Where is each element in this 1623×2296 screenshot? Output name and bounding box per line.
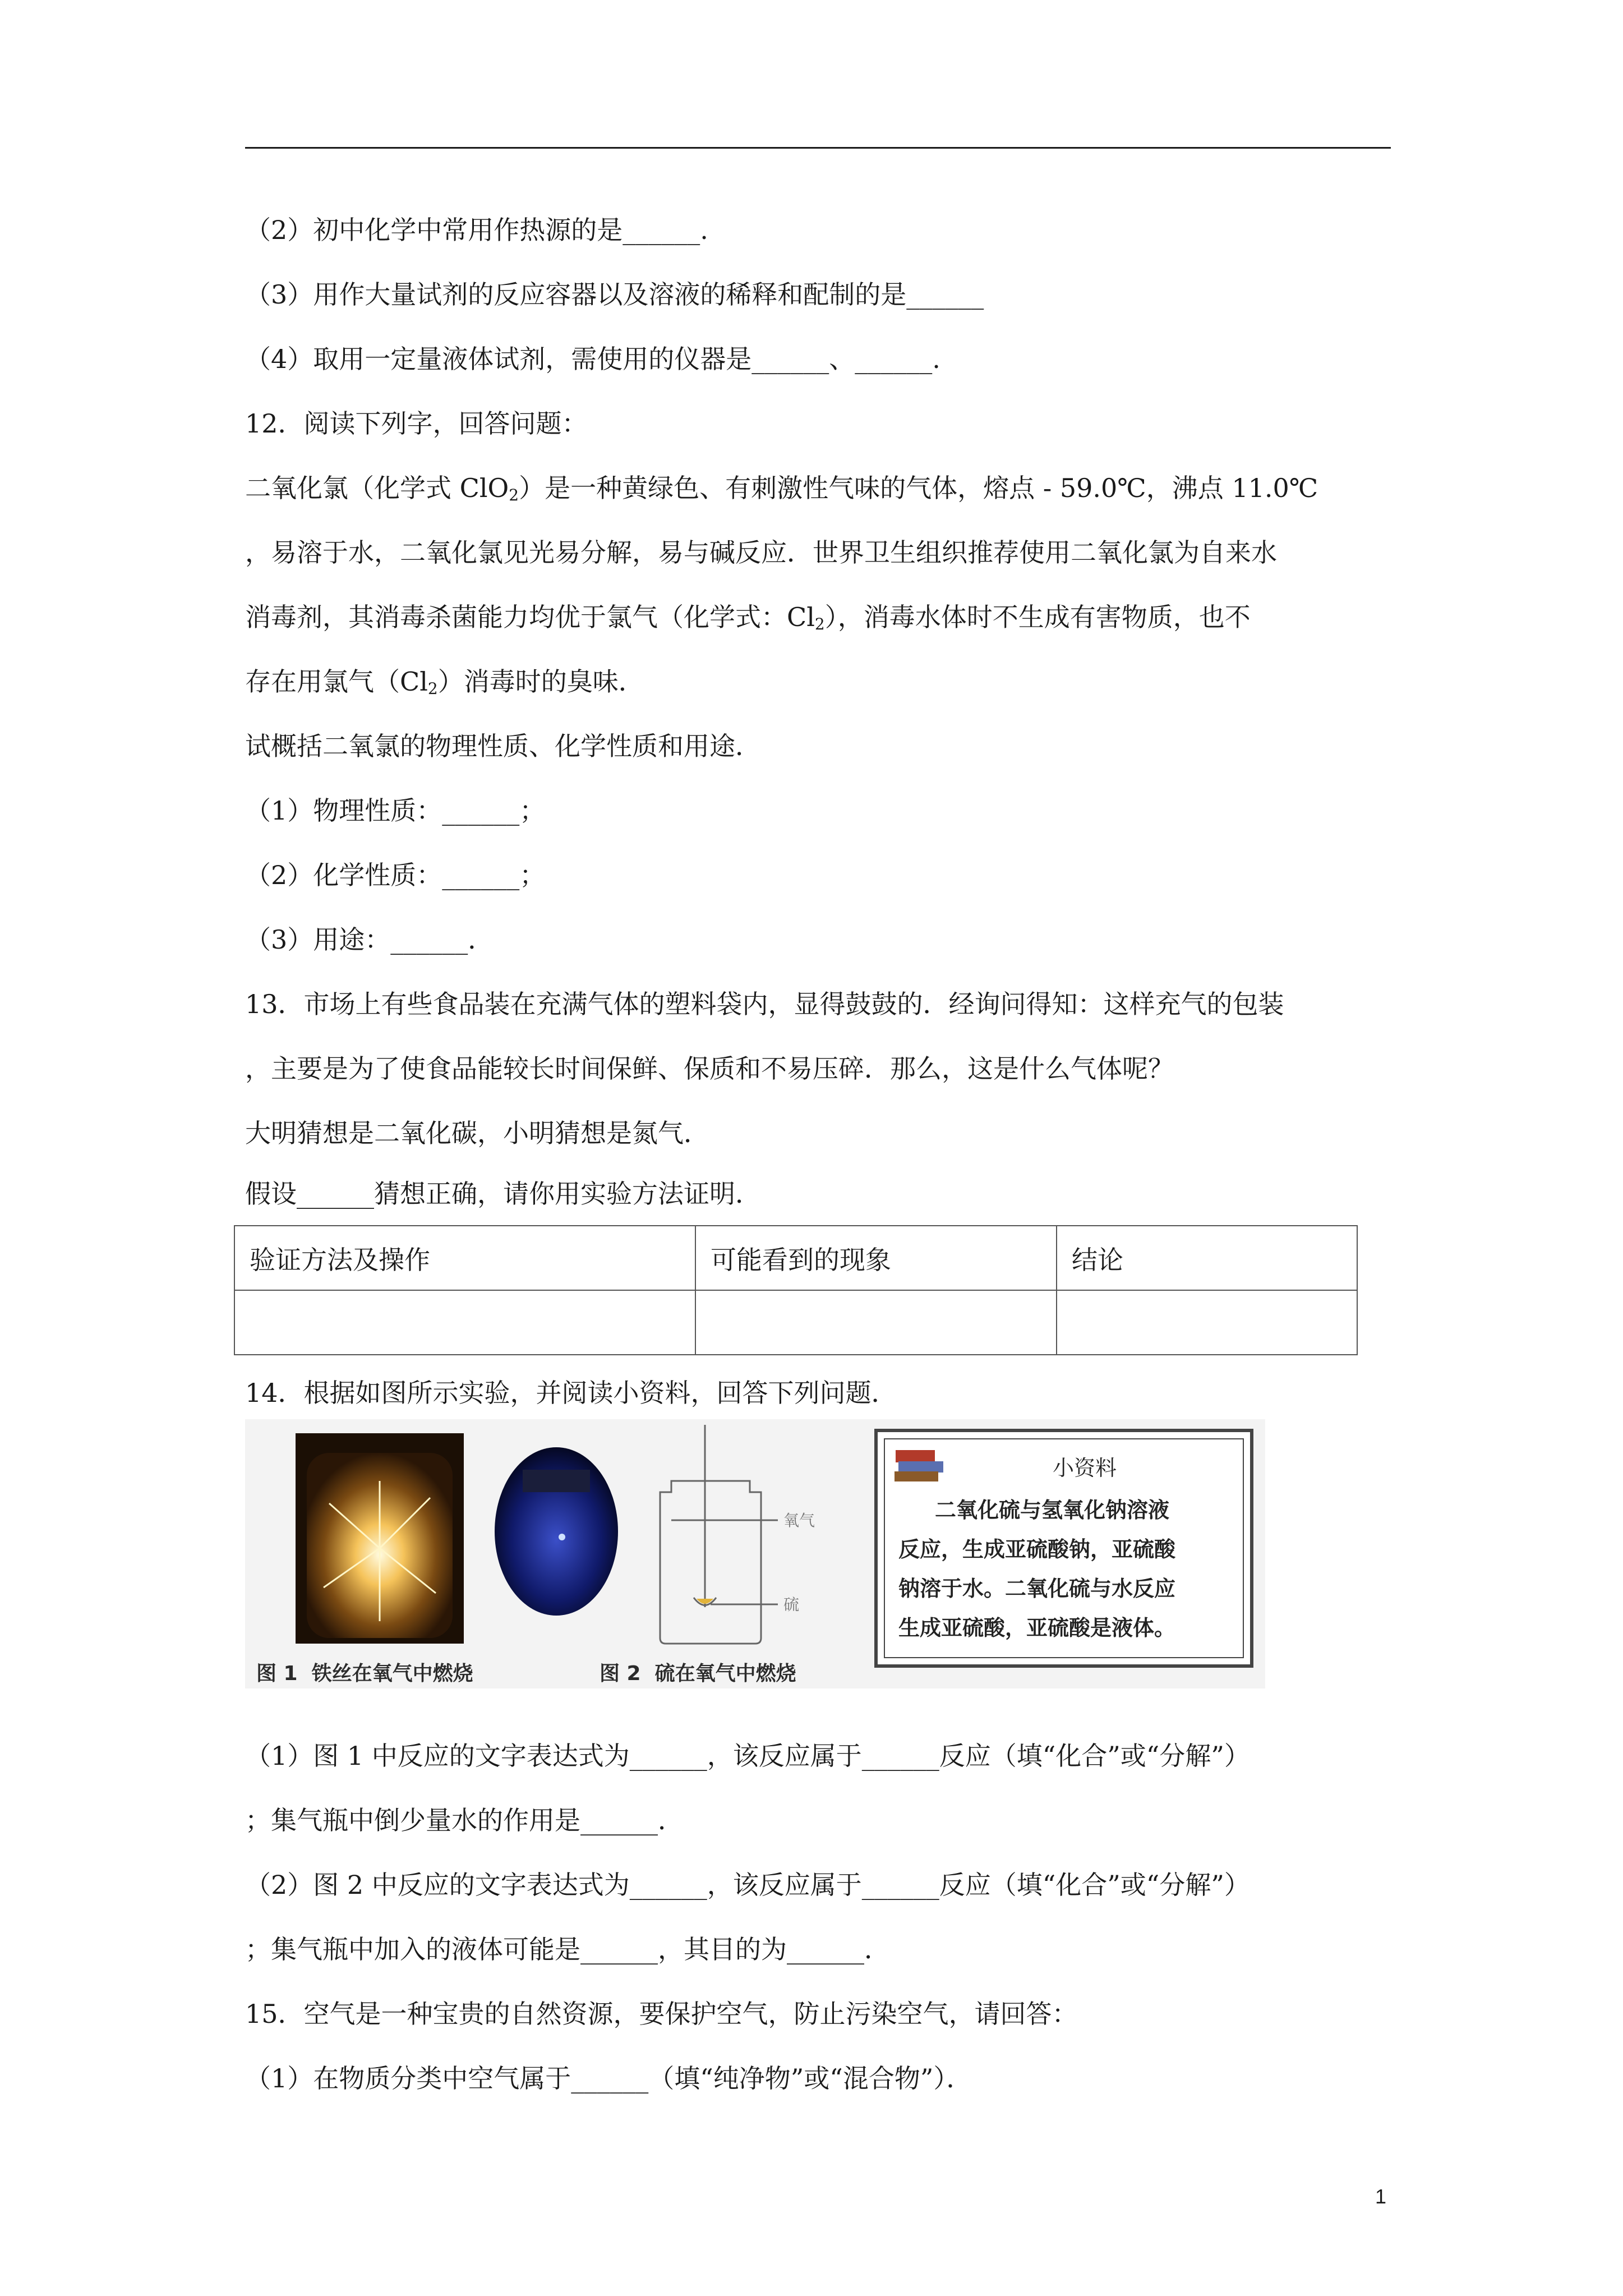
q15-part1: （1）在物质分类中空气属于______（填“纯净物”或“混合物”）． <box>245 2063 972 2093</box>
q14-part2-line1: （2）图 2 中反应的文字表达式为______，该反应属于______反应（填“化合”或“分解”） <box>245 1870 1250 1900</box>
page-number: 1 <box>1375 2185 1387 2208</box>
table-cell-phenomenon[interactable] <box>695 1290 1057 1355</box>
header-rule <box>245 147 1391 149</box>
q14-title: 14．根据如图所示实验，并阅读小资料，回答下列问题． <box>245 1378 897 1408</box>
q14-part1-line1: （1）图 1 中反应的文字表达式为______，该反应属于______反应（填“化合”或“分解”） <box>245 1741 1250 1771</box>
table-header-method: 验证方法及操作 <box>234 1226 695 1290</box>
q13-line1: 13．市场上有些食品装在充满气体的塑料袋内，显得鼓鼓的．经询问得知：这样充气的包装 <box>245 989 1284 1019</box>
q11-part4: （4）取用一定量液体试剂，需使用的仪器是______、______. <box>245 344 940 374</box>
info-box-line: 生成亚硫酸，亚硫酸是液体。 <box>898 1616 1176 1640</box>
table-cell-method[interactable] <box>234 1290 695 1355</box>
verification-table <box>234 1225 1358 1355</box>
info-box-line: 反应，生成亚硫酸钠，亚硫酸 <box>898 1537 1176 1562</box>
q14-part2-line2: ；集气瓶中加入的液体可能是______，其目的为______． <box>245 1934 890 1964</box>
table-cell-conclusion[interactable] <box>1057 1290 1357 1355</box>
table-row <box>234 1290 1357 1355</box>
fig2-photo-neck <box>523 1470 590 1492</box>
fig2-label-sulfur: 硫 <box>783 1595 800 1614</box>
info-box-line: 二氧化硫与氢氧化钠溶液 <box>935 1498 1170 1522</box>
q11-part3: （3）用作大量试剂的反应容器以及溶液的稀释和配制的是______ <box>245 279 984 310</box>
q12-part2: （2）化学性质：______； <box>245 860 546 890</box>
info-box-line: 钠溶于水。二氧化硫与水反应 <box>898 1576 1176 1601</box>
experiment-figure-art <box>245 1419 1265 1688</box>
fig1-caption: 图 1 铁丝在氧气中燃烧 <box>256 1662 473 1685</box>
q13-line2: ，主要是为了使食品能较长时间保鲜、保质和不易压碎．那么，这是什么气体呢？ <box>245 1053 1174 1084</box>
q12-passage-line1: 二氧化氯（化学式 ClO$_2$）是一种黄绿色、有刺激性气味的气体，熔点 - 59.0℃，沸点 11.0℃ <box>245 473 1318 504</box>
info-box-title: 小资料 <box>1053 1456 1117 1480</box>
q12-part1: （1）物理性质：______； <box>245 795 546 826</box>
q12-passage-line3: 消毒剂，其消毒杀菌能力均优于氯气（化学式：$Cl_2$），消毒水体时不生成有害物质，也不 <box>245 602 1251 633</box>
q12-part3: （3）用途：______． <box>245 924 494 955</box>
fig2-label-oxygen: 氧气 <box>783 1511 815 1530</box>
q13-line4: 假设______猜想正确，请你用实验方法证明． <box>245 1179 761 1209</box>
q12-title: 12．阅读下列字，回答问题： <box>245 408 588 439</box>
q15-title: 15．空气是一种宝贵的自然资源，要保护空气，防止污染空气，请回答： <box>245 1999 1078 2029</box>
q12-prompt: 试概括二氧氯的物理性质、化学性质和用途． <box>245 731 761 761</box>
q11-part2: （2）初中化学中常用作热源的是______. <box>245 215 708 245</box>
q13-line3: 大明猜想是二氧化碳，小明猜想是氮气． <box>245 1118 709 1148</box>
experiment-figure <box>245 1419 1265 1688</box>
fig2-caption: 图 2 硫在氧气中燃烧 <box>600 1662 796 1685</box>
q12-passage-line4: 存在用氯气$(Cl_2)$消毒时的臭味． <box>245 666 644 698</box>
table-header-conclusion: 结论 <box>1057 1226 1357 1290</box>
table-header-row <box>234 1226 1357 1290</box>
fig2-jar-diagram <box>660 1425 778 1644</box>
q12-passage-line2: ，易溶于水，二氧化氯见光易分解，易与碱反应．世界卫生组织推荐使用二氧化氯为自来水 <box>245 537 1277 568</box>
q14-part1-line2: ；集气瓶中倒少量水的作用是______． <box>245 1805 684 1835</box>
table-header-phenomenon: 可能看到的现象 <box>695 1226 1057 1290</box>
fig2-flame <box>559 1534 565 1540</box>
